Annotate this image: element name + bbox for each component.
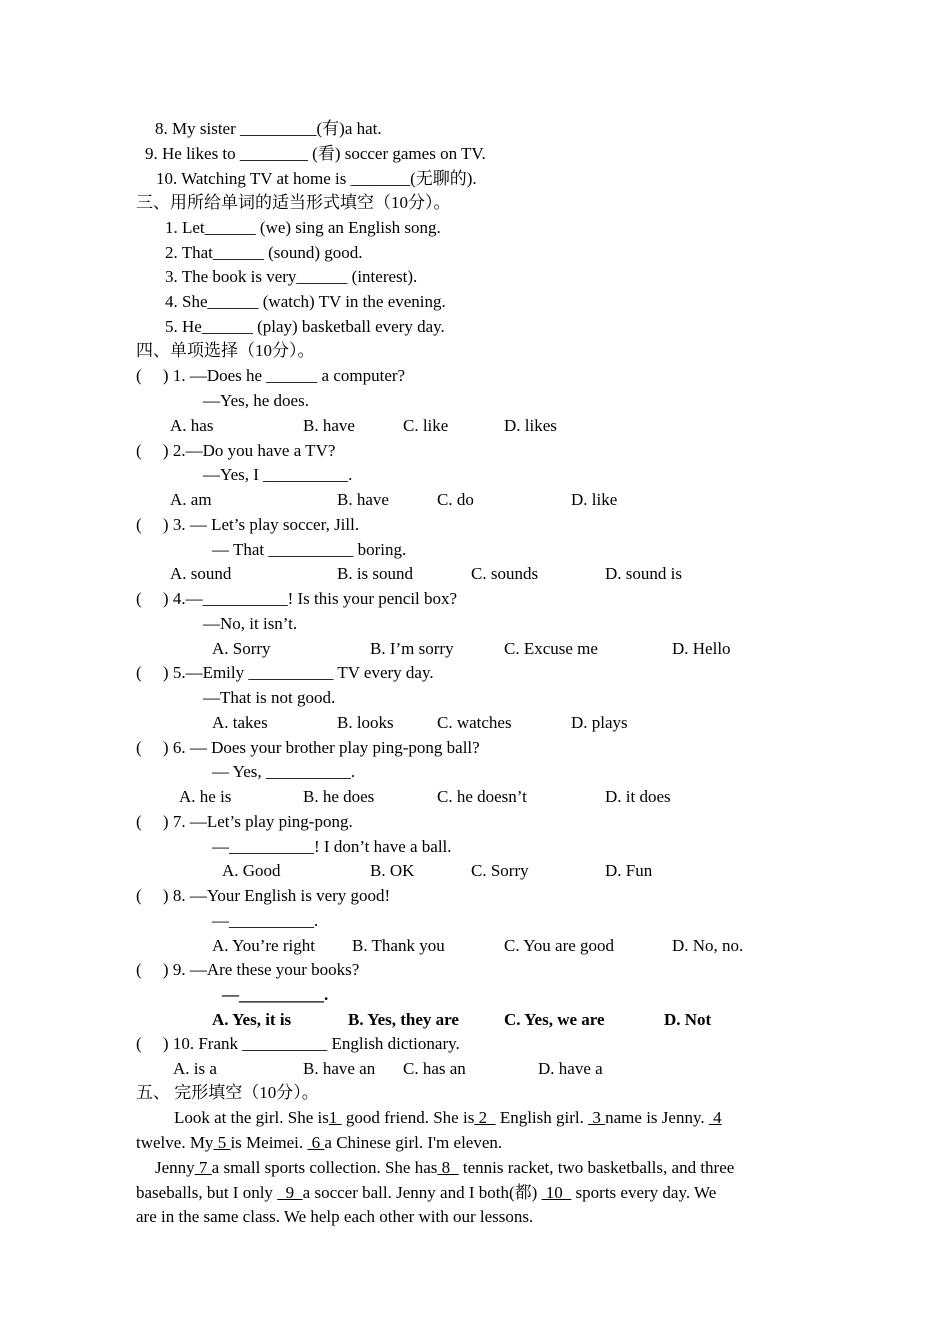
option-b: B. is sound: [337, 564, 414, 583]
mc-question-6-reply: — Yes, __________.: [212, 762, 356, 781]
option-c: C. You are good: [504, 936, 615, 955]
mc-question-8: ( ) 8. —Your English is very good!: [136, 886, 391, 905]
cloze-text: a small sports collection. She has: [211, 1158, 438, 1177]
fill-in-item-8: 8. My sister _________(有)a hat.: [155, 119, 382, 138]
mc-question-9-reply: —__________.: [222, 985, 329, 1004]
option-c: C. do: [437, 490, 474, 509]
option-d: D. likes: [504, 416, 557, 435]
word-form-item-1: 1. Let______ (we) sing an English song.: [165, 218, 441, 237]
cloze-text: is Meimei.: [230, 1133, 308, 1152]
section-3-heading: 三、用所给单词的适当形式填空（10分）。: [136, 193, 451, 212]
mc-question-3-reply: — That __________ boring.: [212, 540, 407, 559]
cloze-text: name is Jenny.: [605, 1108, 709, 1127]
option-b: B. have an: [303, 1059, 376, 1078]
cloze-text: a soccer ball. Jenny and I both(都): [302, 1183, 542, 1202]
option-c: C. watches: [437, 713, 512, 732]
option-a: A. has: [170, 416, 214, 435]
cloze-text: good friend. She is: [341, 1108, 475, 1127]
option-b: B. OK: [370, 861, 415, 880]
option-c: C. sounds: [471, 564, 539, 583]
cloze-line-3: [155, 1157, 734, 1179]
word-form-item-4: 4. She______ (watch) TV in the evening.: [165, 292, 446, 311]
cloze-text: twelve. My: [136, 1133, 214, 1152]
option-d: D. sound is: [605, 564, 682, 583]
mc-question-1: ( ) 1. —Does he ______ a computer?: [136, 366, 406, 385]
option-d: D. No, no.: [672, 936, 744, 955]
option-c: C. Sorry: [471, 861, 529, 880]
option-d: D. Not: [664, 1010, 712, 1029]
mc-question-5: ( ) 5.—Emily __________ TV every day.: [136, 663, 434, 682]
mc-question-10: ( ) 10. Frank __________ English dictionary.: [136, 1034, 460, 1053]
mc-question-4: ( ) 4.—__________! Is this your pencil box?: [136, 589, 458, 608]
cloze-text: Look at the girl. She is: [174, 1108, 329, 1127]
option-d: D. plays: [571, 713, 628, 732]
cloze-line-4: [136, 1182, 716, 1204]
section-4-heading: 四、单项选择（10分）。: [136, 341, 315, 360]
option-a: A. Yes, it is: [212, 1010, 292, 1029]
option-b: B. Yes, they are: [348, 1010, 459, 1029]
cloze-text: sports every day. We: [571, 1183, 717, 1202]
mc-question-7-reply: —__________! I don’t have a ball.: [212, 837, 452, 856]
mc-question-7: ( ) 7. —Let’s play ping-pong.: [136, 812, 353, 831]
option-a: A. Good: [222, 861, 281, 880]
option-c: C. Excuse me: [504, 639, 598, 658]
option-c: C. he doesn’t: [437, 787, 527, 806]
mc-question-2-reply: —Yes, I __________.: [203, 465, 353, 484]
option-a: A. sound: [170, 564, 232, 583]
cloze-line-1: [174, 1107, 722, 1129]
cloze-line-5: are in the same class. We help each other with our lessons.: [136, 1207, 534, 1226]
option-b: B. looks: [337, 713, 394, 732]
cloze-blank-2: 2: [474, 1108, 496, 1127]
option-d: D. have a: [538, 1059, 603, 1078]
option-b: B. Thank you: [352, 936, 445, 955]
option-c: C. like: [403, 416, 449, 435]
mc-question-2: ( ) 2.—Do you have a TV?: [136, 441, 336, 460]
cloze-blank-4: 4: [708, 1108, 722, 1127]
option-c: C. Yes, we are: [504, 1010, 605, 1029]
option-a: A. is a: [173, 1059, 217, 1078]
option-c: C. has an: [403, 1059, 466, 1078]
cloze-blank-7: 7: [194, 1158, 212, 1177]
mc-question-3: ( ) 3. — Let’s play soccer, Jill.: [136, 515, 360, 534]
mc-question-1-reply: —Yes, he does.: [203, 391, 309, 410]
fill-in-item-10: 10. Watching TV at home is _______(无聊的).: [156, 169, 477, 188]
mc-question-8-reply: —__________.: [212, 911, 319, 930]
option-a: A. Sorry: [212, 639, 271, 658]
cloze-blank-9: 9: [277, 1183, 303, 1202]
cloze-text: Jenny: [155, 1158, 195, 1177]
word-form-item-2: 2. That______ (sound) good.: [165, 243, 363, 262]
mc-question-5-reply: —That is not good.: [203, 688, 336, 707]
option-b: B. he does: [303, 787, 375, 806]
option-d: D. it does: [605, 787, 671, 806]
mc-question-4-reply: —No, it isn’t.: [203, 614, 298, 633]
cloze-text: baseballs, but I only: [136, 1183, 278, 1202]
cloze-blank-6: 6: [307, 1133, 325, 1152]
option-b: B. have: [303, 416, 355, 435]
fill-in-item-9: 9. He likes to ________ (看) soccer games on TV.: [145, 144, 486, 163]
option-d: D. like: [571, 490, 618, 509]
word-form-item-5: 5. He______ (play) basketball every day.: [165, 317, 445, 336]
cloze-line-2: [136, 1132, 502, 1154]
word-form-item-3: 3. The book is very______ (interest).: [165, 267, 418, 286]
cloze-blank-5: 5: [213, 1133, 231, 1152]
option-a: A. takes: [212, 713, 268, 732]
cloze-text: tennis racket, two basketballs, and three: [458, 1158, 735, 1177]
cloze-text: a Chinese girl. I'm eleven.: [324, 1133, 503, 1152]
cloze-text: English girl.: [495, 1108, 589, 1127]
mc-question-9: ( ) 9. —Are these your books?: [136, 960, 360, 979]
option-b: B. I’m sorry: [370, 639, 454, 658]
mc-question-6: ( ) 6. — Does your brother play ping-pong ball?: [136, 738, 480, 757]
option-b: B. have: [337, 490, 389, 509]
cloze-blank-10: 10: [541, 1183, 572, 1202]
cloze-blank-1: 1: [328, 1108, 342, 1127]
option-d: D. Fun: [605, 861, 653, 880]
option-a: A. he is: [179, 787, 232, 806]
cloze-blank-3: 3: [588, 1108, 606, 1127]
option-a: A. You’re right: [212, 936, 315, 955]
option-d: D. Hello: [672, 639, 731, 658]
option-a: A. am: [170, 490, 212, 509]
cloze-blank-8: 8: [437, 1158, 459, 1177]
section-5-heading: 五、 完形填空（10分）。: [136, 1083, 319, 1102]
